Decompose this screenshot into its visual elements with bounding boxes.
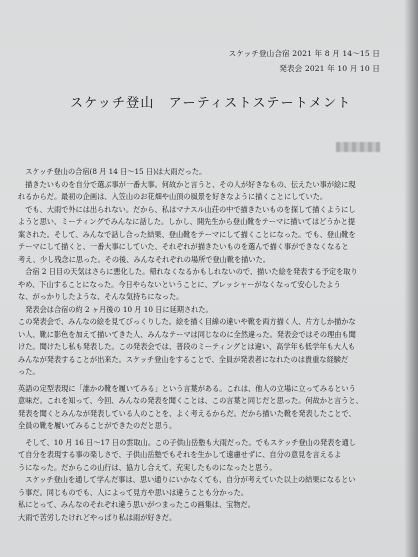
body-line: 案された。そして、みんなで話し合った結果、登山靴をテーマにして描くことになった。でも、登山靴を (18, 229, 356, 239)
body-line: れるからだ。最初の企画は、入笠山のお花畑や山頂の風景を好きなように描くことにしていた。 (18, 192, 328, 201)
body-line: やめ、下山することになった。今日やらないということに、プレッシャーがなくなって安心したよう (18, 279, 341, 289)
body-line: う事だ。同じものでも、人によって見方や思いは違うことも分かった。 (18, 487, 249, 497)
body-line: みんなが発表することが出来た。スケッチ登山をすることで、全員が発表者になれたのは貴重な経験だ (18, 354, 349, 364)
presentation-date-line: 発表会 2021 年 10 月 10 日 (279, 64, 380, 73)
redacted-author-name (336, 142, 380, 152)
body-line: 意味だ。これを知って、今回、みんなの発表を聞くことは、この言葉と同じだと思った。何故かと言うと、 (18, 396, 363, 405)
body-line: スケッチ登山の合宿(8 月 14 日〜15 日)は大雨だった。 (18, 167, 207, 176)
body-line: った。 (18, 367, 40, 376)
body-line: 英語の定型表現に「誰かの靴を履いてみる」という言葉がある。これは、他人の立場に立ってみるという (18, 383, 356, 393)
paragraph-presentation (18, 304, 400, 379)
body-line: そして、10 月 16 日〜17 日の雲取山。この子供山岳塾も大雨だった。でもスケッチ登山の発表を通し (18, 437, 356, 447)
paragraph-idiom (18, 383, 400, 433)
body-line: けた。聞けたし私も発表した。この発表会では、普段のミーティングとは違い、高学年も低学年も大人も (18, 342, 356, 351)
body-line: 考え、少し残念に思った。その後、みんなそれぞれの場所で登山靴を描いた。 (18, 254, 270, 264)
paragraph-conclusion (18, 437, 400, 525)
document-title: スケッチ登山 アーティストステートメント (70, 96, 352, 111)
body-line: 発表会は合宿の約 2 ヶ月後の 10 月 10 日に延期された。 (18, 304, 213, 314)
body-line: 発表を聞くとみんなが発表している人のことを、よく考えるからだ。だから描いた靴を発表したことで、 (18, 408, 356, 418)
body-line: 合宿 2 日目の天気はさらに悪化した。帰れなくなるかもしれないので、描いた絵を発表する予定を取り (18, 267, 358, 276)
body-line: て自分を表現する事の楽しさで、子供山岳塾でもそれを生かして遠慮せずに、自分の意見を言えるよ (18, 450, 342, 459)
body-line: い人、靴に影色を加えて描いてきた人、みんなテーマは同じなのに全然違った。発表会ではその理由も聞 (18, 329, 356, 339)
body-line: 私にとって、みんなのそれぞれ違う思いがつまったこの画集は、宝物だ。 (18, 500, 255, 509)
paragraph-camp (18, 166, 400, 304)
body-line: うになった。だからこの山行は、協力し合えて、充実したものになったと思う。 (18, 462, 277, 472)
statement-body (18, 166, 400, 524)
body-line: 大雨で苦労したけれどやっぱり私は雨が好きだ。 (18, 512, 177, 522)
body-line: この発表会で、みんなの絵を見てびっくりした。絵を描く目線の違いや靴を両方描く人、片方しか描かな (18, 317, 356, 326)
body-line: 描きたいものを自分で選ぶ事が一番大事。何故かと言うと、その人が好きなもの、伝えたい事が絵に現 (18, 179, 356, 189)
body-line: テーマにして描くと、一番大事にしていた、それぞれが描きたいものを選んで描く事ができなくなると (18, 242, 349, 251)
body-line: でも、大雨で外には出られない。だから、私はマナスル山荘の中で描きたいものを探して描くようにし (18, 204, 356, 214)
camp-date-line: スケッチ登山合宿 2021 年 8 月 14〜15 日 (228, 49, 380, 58)
body-line: スケッチ登山を通して学んだ事は、思い通りにいかなくても、自分が考えていた以上の結果になるとい (18, 475, 356, 484)
body-line: 全員の靴を履いてみることができたのだと思う。 (18, 421, 177, 430)
body-line: な、がっかりしたような、そんな気持ちになった。 (18, 292, 184, 301)
body-line: ようと思い、ミーティングでみんなに話した。しかし、開先生から登山靴をテーマに描いてはどうかと提 (18, 217, 356, 226)
